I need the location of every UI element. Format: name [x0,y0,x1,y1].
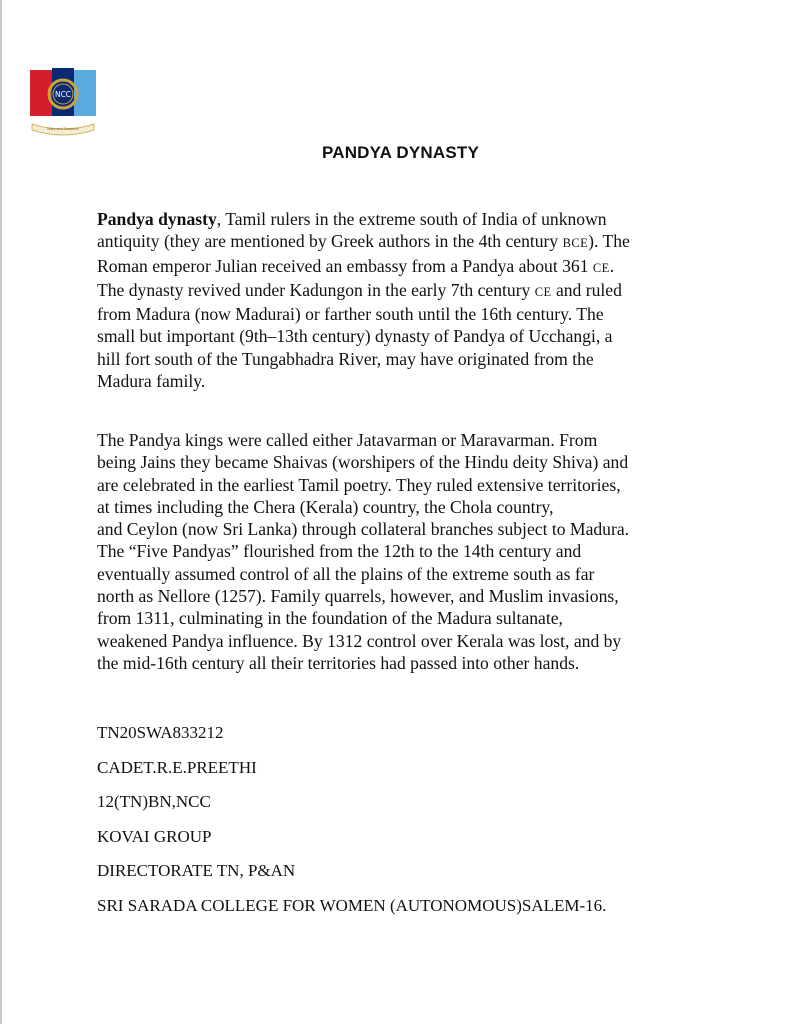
paragraph-1-line-7: hill fort south of the Tungabhadra River, may have originated from the [97,348,594,369]
paragraph-1-line-5: from Madura (now Madurai) or farther south until the 16th century. The [97,304,604,325]
signature-block [97,716,606,924]
line-text: The dynasty revived under Kadungon in the early 7th century [97,279,535,300]
ncc-logo [26,64,100,136]
line-text: . [609,255,615,276]
paragraph-1-line-4 [97,279,737,303]
paragraph-1-line-1 [97,208,737,230]
paragraph-2-line: north as Nellore (1257). Family quarrels, however, and Muslim invasions, [97,586,619,607]
era-abbrev: CE [592,260,610,275]
paragraph-2-line: from 1311, culminating in the foundation of the Madura sultanate, [97,608,563,629]
line-text: antiquity (they are mentioned by Greek authors in the 4th century [97,231,563,252]
paragraph-2-line: The Pandya kings were called either Jatavarman or Maravarman. From [97,430,598,450]
term-pandya-dynasty: Pandya dynasty [97,209,217,229]
battalion: 12(TN)BN,NCC [97,792,211,812]
paragraph-2-line: are celebrated in the earliest Tamil poetry. They ruled extensive territories, [97,474,621,495]
era-abbrev: CE [534,284,552,299]
paragraph-1-line-6: small but important (9th–13th century) dynasty of Pandya of Ucchangi, a [97,326,613,347]
group: KOVAI GROUP [97,826,212,846]
paragraph-1-line-3 [97,255,737,279]
paragraph-2-line: and Ceylon (now Sri Lanka) through collateral branches subject to Madura. [97,519,630,540]
cadet-number: TN20SWA833212 [97,723,224,742]
document-title: PANDYA DYNASTY [321,143,480,162]
paragraph-1-line-8: Madura family. [97,371,206,392]
logo-text: NCC [54,90,72,99]
paragraph-2-line: The “Five Pandyas” flourished from the 12th to the 14th century and [97,541,582,562]
line-text: ). The [588,231,630,252]
cadet-name: CADET.R.E.PREETHI [97,757,257,777]
paragraph-1-line-2 [97,230,737,254]
directorate: DIRECTORATE TN, P&AN [97,861,296,881]
logo-motto: Unity and Discipline [47,127,79,131]
line-text: and ruled [551,279,622,300]
paragraph-2 [97,429,737,674]
paragraph-2-line: being Jains they became Shaivas (worshipers of the Hindu deity Shiva) and [97,452,629,473]
line-text: Roman emperor Julian received an embassy from a Pandya about 361 [97,255,593,276]
paragraph-2-line: the mid-16th century all their territories had passed into other hands. [97,652,580,673]
college: SRI SARADA COLLEGE FOR WOMEN (AUTONOMOUS)SALEM-16. [97,895,607,915]
era-abbrev: BCE [562,236,589,251]
paragraph-2-line: weakened Pandya influence. By 1312 control over Kerala was lost, and by [97,630,622,651]
paragraph-2-line: eventually assumed control of all the plains of the extreme south as far [97,563,595,584]
line-text: , Tamil rulers in the extreme south of India of unknown [216,209,607,229]
paragraph-1 [97,208,737,392]
paragraph-2-line: at times including the Chera (Kerala) country, the Chola country, [97,496,554,517]
